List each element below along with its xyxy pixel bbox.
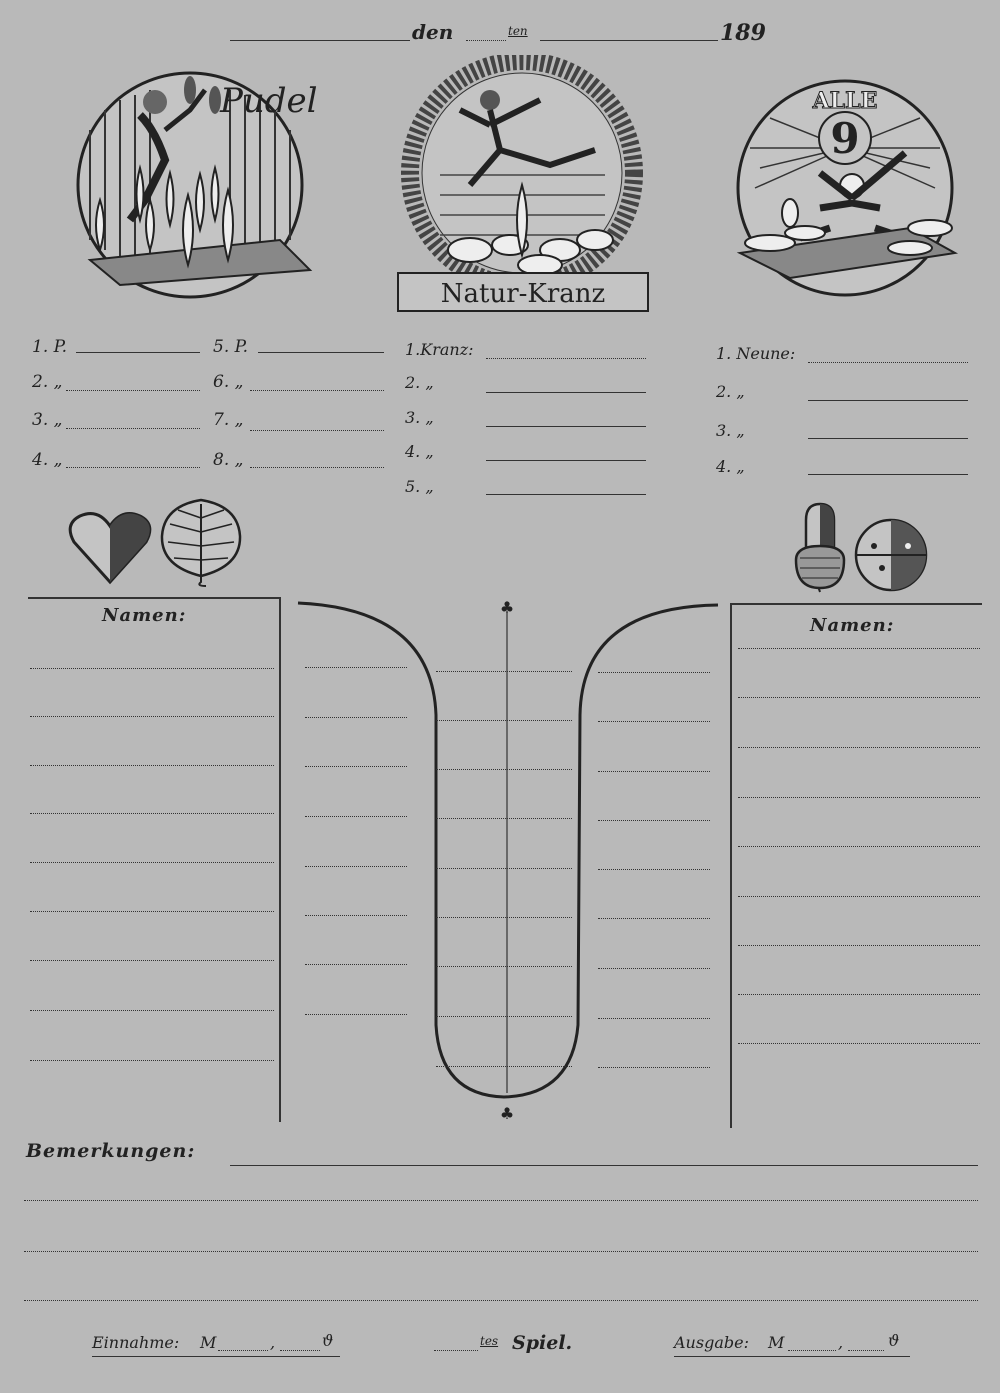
kranz-item-5: 5. „ [405, 477, 434, 496]
lane-middle-row-line[interactable] [436, 917, 572, 918]
ausgabe-pf: ϑ [888, 1331, 900, 1350]
right-table-heading: Namen: [810, 615, 895, 636]
date-line-1 [230, 40, 410, 41]
lane-left-row-line[interactable] [305, 866, 407, 867]
right-table-row-line[interactable] [738, 896, 980, 897]
lane-middle-row-line[interactable] [436, 1066, 572, 1067]
pudel-item-7: 7. „ [213, 410, 244, 430]
acorn-icon [792, 500, 848, 596]
lane-left-row-line[interactable] [305, 766, 407, 767]
lane-left-row-line[interactable] [305, 915, 407, 916]
date-line-2 [466, 40, 506, 41]
einnahme-label: Einnahme: [92, 1333, 180, 1352]
pudel-line-5[interactable] [258, 352, 384, 353]
lane-middle-row-line[interactable] [436, 966, 572, 967]
neune-line-1[interactable] [808, 362, 968, 363]
kranz-line-5[interactable] [486, 494, 646, 495]
lane-right-row-line[interactable] [598, 771, 710, 772]
pudel-line-8[interactable] [250, 467, 384, 468]
nine-digit: 9 [830, 114, 860, 163]
game-number-field[interactable] [434, 1350, 478, 1351]
left-table-row-line[interactable] [30, 668, 274, 669]
kranz-emblem [390, 55, 660, 320]
right-table-row-line[interactable] [738, 797, 980, 798]
einnahme-pf: ϑ [322, 1331, 334, 1350]
neune-line-4[interactable] [808, 474, 968, 475]
den-label: den [412, 20, 454, 44]
right-table-divider [730, 603, 732, 1128]
neune-line-2[interactable] [808, 400, 968, 401]
pudel-item-3: 3. „ [32, 410, 63, 430]
lane-right-row-line[interactable] [598, 1067, 710, 1068]
date-line-3 [540, 40, 718, 41]
lane-left-row-line[interactable] [305, 1014, 407, 1015]
einnahme-comma: , [270, 1333, 276, 1352]
alle-word: ALLE [812, 88, 878, 114]
pudel-line-3[interactable] [66, 428, 200, 429]
neune-item-4: 4. „ [716, 457, 745, 476]
pudel-line-1[interactable] [76, 352, 200, 353]
pudel-item-2: 2. „ [32, 372, 63, 392]
lane-right-row-line[interactable] [598, 918, 710, 919]
einnahme-pf-field[interactable] [280, 1350, 320, 1351]
right-table-top [732, 603, 982, 605]
pudel-line-4[interactable] [66, 467, 200, 468]
year-label: 189 [720, 20, 766, 46]
kranz-line-2[interactable] [486, 392, 646, 393]
right-table-row-line[interactable] [738, 697, 980, 698]
right-table-row-line[interactable] [738, 1043, 980, 1044]
einnahme-mark: M [200, 1333, 217, 1352]
ausgabe-underline [674, 1356, 910, 1357]
lane-right-row-line[interactable] [598, 820, 710, 821]
lane-left-row-line[interactable] [305, 964, 407, 965]
lane-right-row-line[interactable] [598, 869, 710, 870]
lane-right-row-line[interactable] [598, 968, 710, 969]
lane-middle-row-line[interactable] [436, 720, 572, 721]
lane-middle-row-line[interactable] [436, 1016, 572, 1017]
lane-middle-row-line[interactable] [436, 818, 572, 819]
pudel-item-1: 1. P. [32, 337, 68, 357]
tes-label: tes [480, 1334, 499, 1348]
left-table-top [28, 597, 280, 599]
lane-middle-row-line[interactable] [436, 671, 572, 672]
left-table-row-line[interactable] [30, 716, 274, 717]
remarks-line-3[interactable] [24, 1251, 978, 1252]
remarks-line-4[interactable] [24, 1300, 978, 1301]
remarks-label: Bemerkungen: [26, 1140, 196, 1162]
left-table-row-line[interactable] [30, 862, 274, 863]
pudel-item-6: 6. „ [213, 372, 244, 392]
kranz-line-1[interactable] [486, 358, 646, 359]
neune-item-3: 3. „ [716, 421, 745, 440]
pudel-item-8: 8. „ [213, 450, 244, 470]
einnahme-underline [92, 1356, 340, 1357]
left-table-heading: Namen: [102, 605, 187, 626]
lane-right-row-line[interactable] [598, 672, 710, 673]
remarks-line-1[interactable] [230, 1165, 978, 1166]
ausgabe-mark-field[interactable] [788, 1350, 836, 1351]
remarks-line-2[interactable] [24, 1200, 978, 1201]
kranz-item-1: 1.Kranz: [405, 340, 474, 359]
left-table-row-line[interactable] [30, 1060, 274, 1061]
lane-right-row-line[interactable] [598, 1018, 710, 1019]
ausgabe-mark: M [768, 1333, 785, 1352]
ten-label: ten [508, 24, 528, 38]
heart-icon [68, 508, 152, 586]
bowling-lane [290, 595, 730, 1130]
left-table-divider [279, 597, 281, 1122]
einnahme-mark-field[interactable] [218, 1350, 268, 1351]
lane-right-row-line[interactable] [598, 721, 710, 722]
lane-left-row-line[interactable] [305, 717, 407, 718]
right-table-row-line[interactable] [738, 846, 980, 847]
kranz-line-4[interactable] [486, 460, 646, 461]
pudel-line-7[interactable] [250, 430, 384, 431]
lane-left-row-line[interactable] [305, 816, 407, 817]
spiel-label: Spiel. [512, 1332, 573, 1354]
bell-icon [852, 516, 930, 594]
kranz-item-4: 4. „ [405, 442, 434, 461]
pudel-line-6[interactable] [250, 390, 384, 391]
kranz-item-2: 2. „ [405, 373, 434, 392]
right-table-row-line[interactable] [738, 648, 980, 649]
left-table-row-line[interactable] [30, 960, 274, 961]
left-table-row-line[interactable] [30, 765, 274, 766]
ausgabe-label: Ausgabe: [674, 1333, 749, 1352]
lane-middle-row-line[interactable] [436, 868, 572, 869]
ausgabe-comma: , [838, 1333, 844, 1352]
neune-item-1: 1. Neune: [716, 344, 796, 363]
neune-item-2: 2. „ [716, 382, 745, 401]
lane-left-row-line[interactable] [305, 667, 407, 668]
pudel-item-5: 5. P. [213, 337, 249, 357]
kranz-title: Natur-Kranz [440, 279, 606, 309]
left-table-row-line[interactable] [30, 1010, 274, 1011]
right-table-row-line[interactable] [738, 747, 980, 748]
svg-text:♣: ♣ [499, 1104, 515, 1123]
leaf-icon [156, 496, 246, 588]
ausgabe-pf-field[interactable] [848, 1350, 884, 1351]
pudel-emblem [70, 70, 330, 310]
alle9-emblem [730, 78, 970, 303]
lane-middle-row-line[interactable] [436, 769, 572, 770]
kranz-line-3[interactable] [486, 426, 646, 427]
left-table-row-line[interactable] [30, 813, 274, 814]
svg-text:♣: ♣ [499, 598, 515, 617]
kranz-item-3: 3. „ [405, 408, 434, 427]
pudel-title: Pudel [220, 81, 318, 121]
pudel-line-2[interactable] [66, 390, 200, 391]
pudel-item-4: 4. „ [32, 450, 63, 470]
right-table-row-line[interactable] [738, 994, 980, 995]
right-table-row-line[interactable] [738, 945, 980, 946]
neune-line-3[interactable] [808, 438, 968, 439]
left-table-row-line[interactable] [30, 911, 274, 912]
